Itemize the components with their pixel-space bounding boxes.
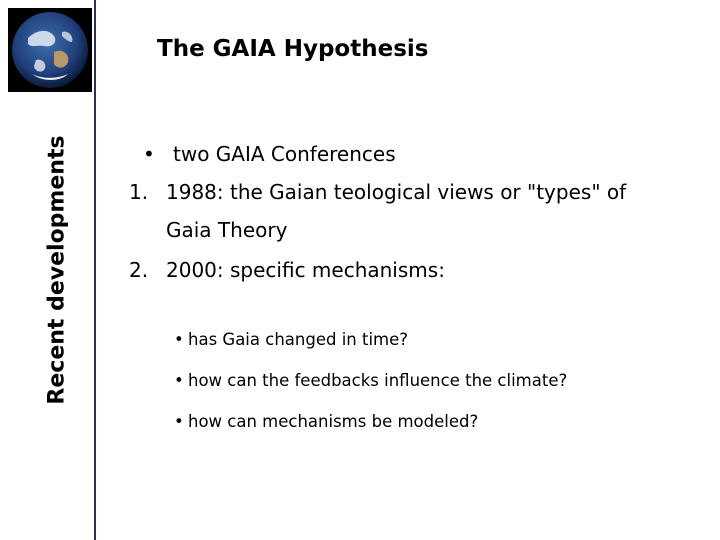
sub-bullet-marker: • [174, 412, 184, 431]
number-marker: 1. [129, 180, 149, 204]
numbered-item-2 [129, 258, 445, 282]
sub-bullet-text: how can the feedbacks influence the climate? [188, 371, 568, 390]
sub-bullet-marker: • [174, 330, 184, 349]
bullet-item [143, 142, 396, 166]
numbered-item-1-continued: Gaia Theory [166, 218, 288, 242]
numbered-text: 1988: the Gaian teological views or "types" of [166, 180, 627, 204]
side-title: Recent developments [44, 135, 70, 405]
sub-bullet-text: how can mechanisms be modeled? [188, 412, 479, 431]
vertical-divider [94, 0, 96, 540]
bullet-text: two GAIA Conferences [173, 142, 396, 166]
slide-title: The GAIA Hypothesis [157, 36, 429, 62]
sub-bullet [174, 412, 478, 431]
numbered-item-1 [129, 180, 626, 204]
bullet-marker: • [143, 142, 155, 166]
sub-bullet-text: has Gaia changed in time? [188, 330, 409, 349]
earth-globe-icon [8, 8, 92, 92]
numbered-text: 2000: specific mechanisms: [166, 258, 445, 282]
sub-bullet-marker: • [174, 371, 184, 390]
number-marker: 2. [129, 258, 149, 282]
sub-bullet [174, 330, 408, 349]
sub-bullet [174, 371, 567, 390]
